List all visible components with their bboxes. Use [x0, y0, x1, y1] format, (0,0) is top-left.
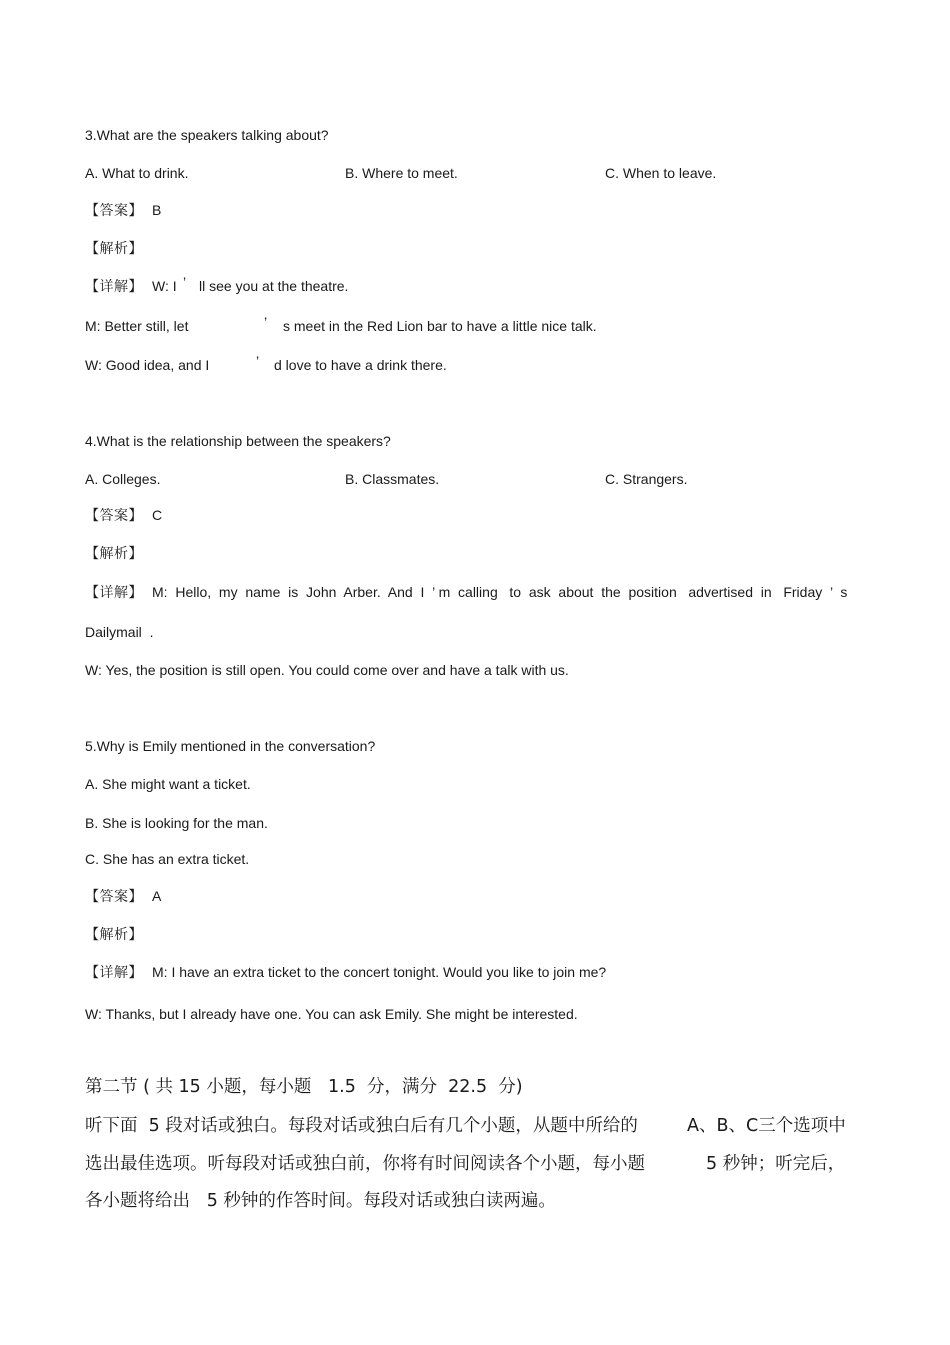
section2-para1-b: A、B、C三个选项中: [687, 1116, 846, 1136]
q3-detail-apostrophe: ’: [183, 274, 187, 290]
q4-line3: W: Yes, the position is still open. You could come over and have a talk with us.: [85, 662, 569, 678]
q3-option-c: C. When to leave.: [605, 165, 717, 181]
q4-option-c: C. Strangers.: [605, 471, 688, 487]
q5-analysis-label: 【解析】: [85, 926, 143, 942]
q5-option-b: B. She is looking for the man.: [85, 815, 268, 831]
q3-analysis-label: 【解析】: [85, 240, 143, 256]
q3-line3-c: d love to have a drink there.: [274, 357, 447, 373]
q5-detail-line1: M: I have an extra ticket to the concert tonight. Would you like to join me?: [152, 964, 607, 980]
q3-line2-apostrophe: ’: [264, 314, 268, 330]
q5-answer-label: 【答案】: [85, 888, 143, 904]
section2-para2-a: 选出最佳选项。听每段对话或独白前，你将有时间阅读各个小题，每小题: [85, 1154, 645, 1174]
q3-line3-a: W: Good idea, and I: [85, 357, 210, 373]
question-5: 5.Why is Emily mentioned in the conversation?: [85, 738, 376, 754]
section2-para2-b: 5 秒钟；听完后，: [706, 1154, 846, 1174]
q4-answer: C: [152, 507, 163, 523]
q5-option-c: C. She has an extra ticket.: [85, 851, 250, 867]
q3-detail-text-c: ll see you at the theatre.: [199, 278, 349, 294]
question-4: 4.What is the relationship between the speakers?: [85, 433, 391, 449]
section2-para1-a: 听下面 5 段对话或独白。每段对话或独白后有几个小题，从题中所给的: [85, 1116, 638, 1136]
q3-line3-apostrophe: ’: [256, 353, 260, 369]
q5-option-a: A. She might want a ticket.: [85, 776, 251, 792]
q3-answer-label: 【答案】: [85, 202, 143, 218]
q4-answer-label: 【答案】: [85, 507, 143, 523]
q3-detail-text-a: W: I: [152, 278, 177, 294]
q3-line2-c: s meet in the Red Lion bar to have a little nice talk.: [283, 318, 597, 334]
q4-detail-line1: M: Hello, my name is John Arber. And I ’ m calling to ask about the position advertised in Friday ’ s: [152, 584, 848, 600]
q3-line2-a: M: Better still, let: [85, 318, 189, 334]
q4-option-a: A. Colleges.: [85, 471, 161, 487]
q4-option-b: B. Classmates.: [345, 471, 440, 487]
q3-option-b: B. Where to meet.: [345, 165, 458, 181]
q4-analysis-label: 【解析】: [85, 545, 143, 561]
question-3: 3.What are the speakers talking about?: [85, 127, 329, 143]
q5-answer: A: [152, 888, 162, 904]
q3-option-a: A. What to drink.: [85, 165, 189, 181]
q4-detail-label: 【详解】: [85, 584, 143, 600]
section2-para3: 各小题将给出 5 秒钟的作答时间。每段对话或独白读两遍。: [85, 1191, 556, 1211]
q5-detail-label: 【详解】: [85, 964, 143, 980]
q5-line2: W: Thanks, but I already have one. You can ask Emily. She might be interested.: [85, 1006, 578, 1022]
q3-detail-label: 【详解】: [85, 278, 143, 294]
q3-answer: B: [152, 202, 162, 218]
q4-detail-line2: Dailymail .: [85, 624, 154, 640]
section2-heading: 第二节 ( 共 15 小题，每小题 1.5 分，满分 22.5 分): [85, 1077, 523, 1097]
